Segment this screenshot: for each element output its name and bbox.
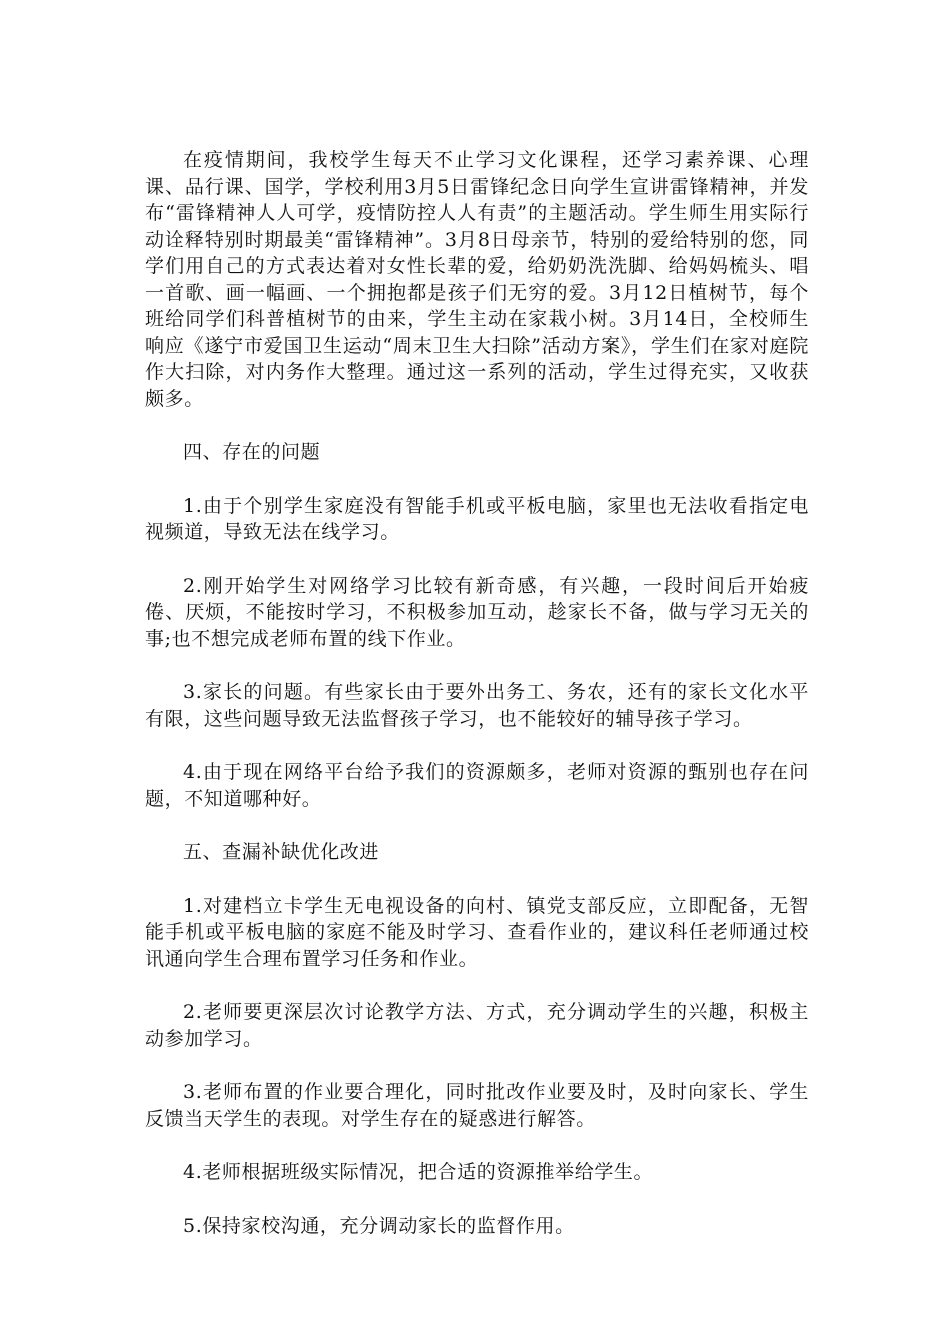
improvement-item-3: 3.老师布置的作业要合理化，同时批改作业要及时，及时向家长、学生反馈当天学生的表现。对学生存在的疑惑进行解答。 <box>145 1081 809 1130</box>
problem-item-3: 3.家长的问题。有些家长由于要外出务工、务农，还有的家长文化水平有限，这些问题导致无法监督孩子学习，也不能较好的辅导孩子学习。 <box>145 681 809 730</box>
problem-item-1: 1.由于个别学生家庭没有智能手机或平板电脑，家里也无法收看指定电视频道，导致无法在线学习。 <box>145 494 809 543</box>
problem-item-4: 4.由于现在网络平台给予我们的资源颇多，老师对资源的甄别也存在问题，不知道哪种好。 <box>145 761 809 810</box>
section-heading-problems: 四、存在的问题 <box>183 441 321 463</box>
improvement-item-5: 5.保持家校沟通，充分调动家长的监督作用。 <box>183 1214 575 1237</box>
document-page <box>145 147 809 1266</box>
section-heading-improvements: 五、查漏补缺优化改进 <box>183 841 380 863</box>
improvement-item-2: 2.老师要更深层次讨论教学方法、方式，充分调动学生的兴趣，积极主动参加学习。 <box>145 1001 809 1050</box>
improvement-item-4: 4.老师根据班级实际情况，把合适的资源推举给学生。 <box>183 1161 654 1183</box>
improvement-item-1: 1.对建档立卡学生无电视设备的向村、镇党支部反应，立即配备，无智能手机或平板电脑的家庭不能及时学习、查看作业的，建议科任老师通过校讯通向学生合理布置学习任务和作业。 <box>145 894 809 970</box>
problem-item-2: 2.刚开始学生对网络学习比较有新奇感，有兴趣，一段时间后开始疲倦、厌烦，不能按时学习，不积极参加互动，趁家长不备，做与学习无关的事;也不想完成老师布置的线下作业。 <box>145 574 809 650</box>
intro-paragraph: 在疫情期间，我校学生每天不止学习文化课程，还学习素养课、心理课、品行课、国学，学校利用3月5日雷锋纪念日向学生宣讲雷锋精神，并发布“雷锋精神人人可学，疫情防控人人有责”的主题活动。学生师生用实际行动诠释特别时期最美“雷锋精神”。3月8日母亲节，特别的爱给特别的您，同学们用自己的方式表达着对女性长辈的爱，给奶奶洗洗脚、给妈妈梳头、唱一首歌、画一幅画、一个拥抱都是孩子们无穷的爱。3月12日植树节，每个班给同学们科普植树节的由来，学生主动在家栽小树。3月14日，全校师生响应《遂宁市爱国卫生运动“周末卫生大扫除”活动方案》，学生们在家对庭院作大扫除，对内务作大整理。通过这一系列的活动，学生过得充实，又收获颇多。 <box>145 149 809 410</box>
